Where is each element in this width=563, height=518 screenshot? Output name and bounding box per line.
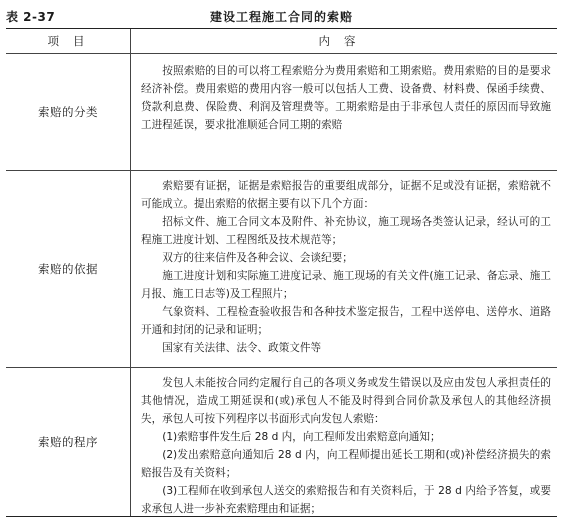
row-item-label: 索赔的依据 — [38, 262, 98, 276]
table-row — [6, 368, 557, 517]
table-header-row — [6, 29, 557, 54]
row-content — [130, 171, 557, 367]
row-content — [130, 54, 557, 170]
content-paragraph: 气象资料、工程检查验收报告和各种技术鉴定报告，工程中送停电、送停水、道路开通和封闭的记录和证明； — [141, 306, 551, 336]
content-paragraph: 招标文件、施工合同文本及附件、补充协议，施工现场各类签认记录，经认可的工程施工进度计划、工程图纸及技术规范等； — [141, 216, 551, 246]
header-content: 内容 — [130, 29, 557, 53]
content-paragraph: (2)发出索赔意向通知后 28 d 内，向工程师提出延长工期和(或)补偿经济损失的索赔报告及有关资料； — [141, 449, 551, 479]
content-paragraph: 按照索赔的目的可以将工程索赔分为费用索赔和工期索赔。费用索赔的目的是要求经济补偿。费用索赔的费用内容一般可以包括人工费、设备费、材料费、保函手续费、贷款利息费、保险费、利润及管理费等。工期索赔是由于非承包人责任的原因而导致施工进程延误，要求批准顺延合同工期的索赔 — [141, 65, 551, 131]
content-paragraph: 发包人未能按合同约定履行自己的各项义务或发生错误以及应由发包人承担责任的其他情况，造成工期延误和(或)承包人不能及时得到合同价款及承包人的其他经济损失，承包人可按下列程序以书面形式向发包人索赔： — [141, 377, 551, 425]
row-item-label: 索赔的分类 — [38, 105, 98, 119]
content-paragraph: (1)索赔事件发生后 28 d 内，向工程师发出索赔意向通知； — [162, 431, 441, 443]
row-content — [130, 368, 557, 516]
table-title: 建设工程施工合同的索赔 — [209, 10, 353, 24]
table-row — [6, 171, 557, 368]
content-paragraph: 国家有关法律、法令、政策文件等 — [162, 342, 322, 354]
content-paragraph: 索赔要有证据，证据是索赔报告的重要组成部分，证据不足或没有证据，索赔就不可能成立。提出索赔的依据主要有以下几个方面： — [141, 180, 551, 210]
content-paragraph: 双方的往来信件及各种会议、会谈纪要； — [162, 252, 353, 264]
table-number: 表 2-37 — [6, 10, 56, 24]
content-paragraph: (3)工程师在收到承包人送交的索赔报告和有关资料后，于 28 d 内给予答复，或要求承包人进一步补充索赔理由和证据； — [141, 485, 551, 515]
row-item-label: 索赔的程序 — [38, 435, 98, 449]
claims-table — [6, 28, 557, 517]
table-caption — [6, 8, 557, 28]
table-row — [6, 54, 557, 171]
content-paragraph: 施工进度计划和实际施工进度记录、施工现场的有关文件(施工记录、备忘录、施工月报、施工日志等)及工程照片； — [141, 270, 551, 300]
header-item: 项目 — [47, 34, 99, 48]
